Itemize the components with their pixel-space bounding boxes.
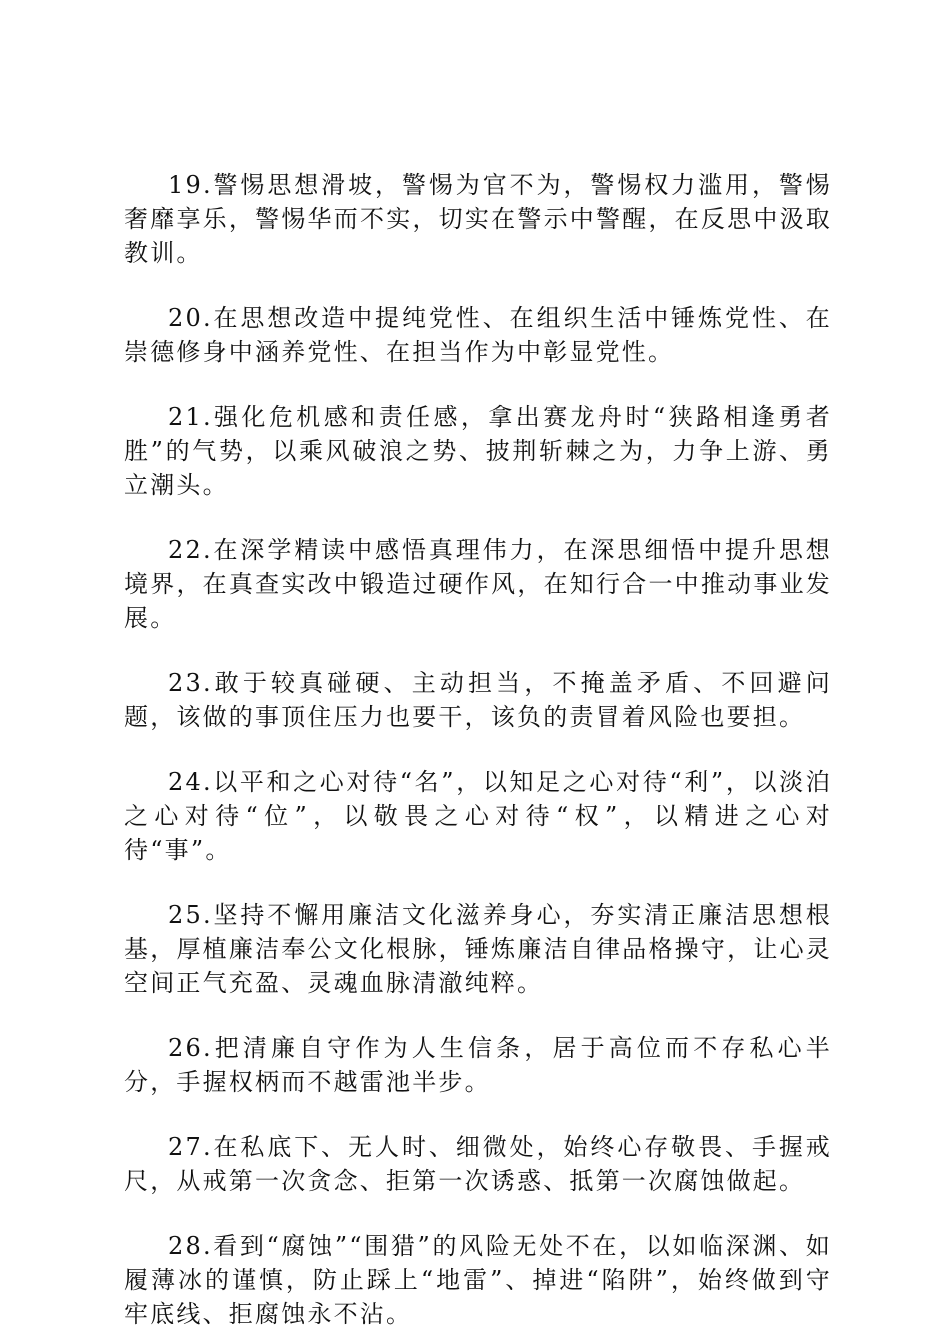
paragraph-25: 25.坚持不懈用廉洁文化滋养身心，夯实清正廉洁思想根基，厚植廉洁奉公文化根脉，锤炼廉洁自律品格操守，让心灵空间正气充盈、灵魂血脉清澈纯粹。 — [124, 901, 832, 997]
paragraph-26: 26.把清廉自守作为人生信条，居于高位而不存私心半分，手握权柄而不越雷池半步。 — [124, 1034, 832, 1096]
paragraph-23: 23.敢于较真碰硬、主动担当，不掩盖矛盾、不回避问题，该做的事顶住压力也要干，该负的责冒着风险也要担。 — [124, 669, 832, 731]
paragraph-24: 24.以平和之心对待“名”，以知足之心对待“利”，以淡泊之心对待“位”，以敬畏之心对待“权”，以精进之心对待“事”。 — [124, 768, 832, 864]
paragraph-19: 19.警惕思想滑坡，警惕为官不为，警惕权力滥用，警惕奢靡享乐，警惕华而不实，切实在警示中警醒，在反思中汲取教训。 — [124, 171, 832, 267]
paragraph-21: 21.强化危机感和责任感，拿出赛龙舟时“狭路相逢勇者胜”的气势，以乘风破浪之势、披荆斩棘之为，力争上游、勇立潮头。 — [124, 403, 832, 499]
paragraph-20: 20.在思想改造中提纯党性、在组织生活中锤炼党性、在崇德修身中涵养党性、在担当作为中彰显党性。 — [124, 304, 832, 366]
paragraph-22: 22.在深学精读中感悟真理伟力，在深思细悟中提升思想境界，在真查实改中锻造过硬作风，在知行合一中推动事业发展。 — [124, 536, 832, 632]
paragraph-27: 27.在私底下、无人时、细微处，始终心存敬畏、手握戒尺，从戒第一次贪念、拒第一次诱惑、抵第一次腐蚀做起。 — [124, 1133, 832, 1195]
document-body — [124, 168, 832, 1331]
paragraph-28: 28.看到“腐蚀”“围猎”的风险无处不在，以如临深渊、如履薄冰的谨慎，防止踩上“地雷”、掉进“陷阱”，始终做到守牢底线、拒腐蚀永不沾。 — [124, 1232, 832, 1328]
